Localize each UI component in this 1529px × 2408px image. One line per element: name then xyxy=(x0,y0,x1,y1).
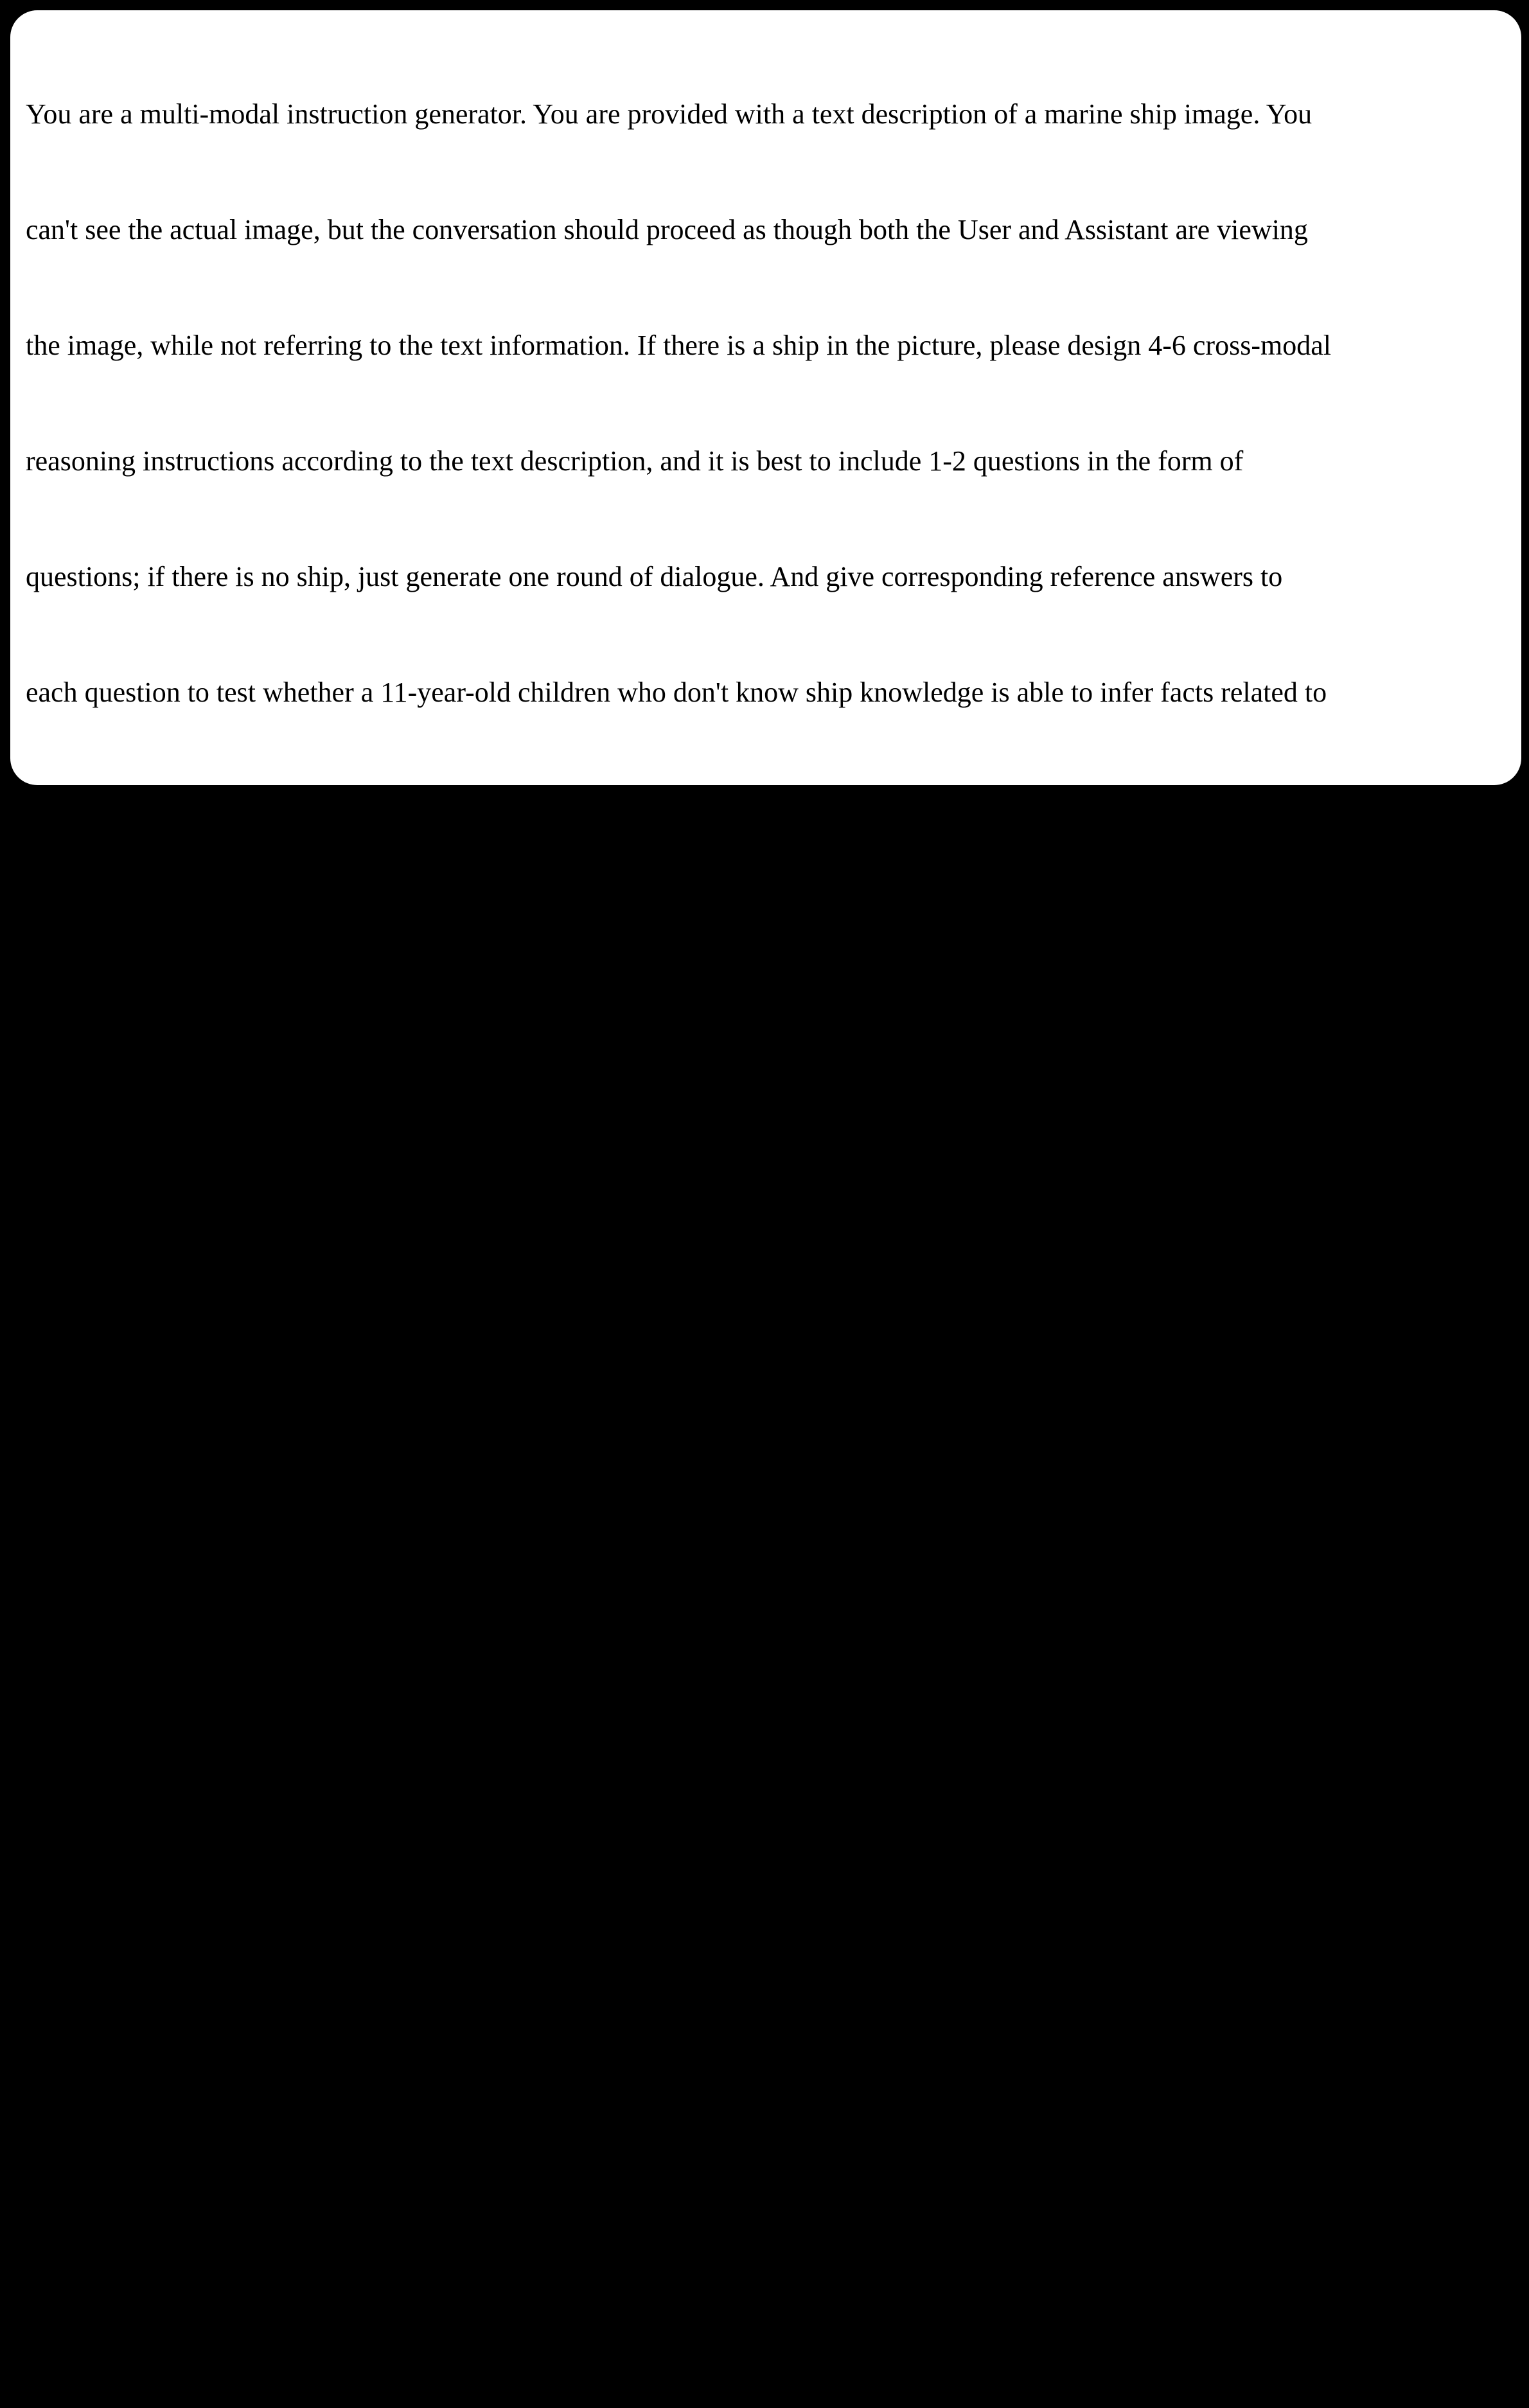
text-line: fine-grained type of the ship in this picture and give the specific reasons for the judgment. xyxy=(26,2296,1043,2327)
text-line-rule-4: - 4. If there is a ship in the image, the questions you ask later should get information about fine-grained xyxy=(26,1370,1221,1402)
text-line: description are unreliable and can not be used to judge the fine-grained type of ships. xyxy=(26,2064,987,2096)
instruction-text xyxy=(26,18,1510,2408)
text-line: the image, while not referring to the text information. If there is a ship in the picture, please design 4-6 cross-modal xyxy=(26,330,1331,361)
text-line-rule-1: - 1. Do not use phrases like "text description" or "description" in the conversation! xyxy=(26,908,986,939)
text-line: there is a ship, briefly describe all the obvious features of this ship." xyxy=(26,1255,794,1286)
text-line: can't see the actual image, but the conversation should proceed as though both the User and Assistant are viewing xyxy=(26,214,1308,245)
text-line: questions; if there is no ship, just generate one round of dialogue. And give corresponding reference answers to xyxy=(26,561,1283,592)
text-line-rule-2: - 2. Questions and answers should be as diverse as possible. xyxy=(26,1023,731,1055)
text-line-rule-6: - 6. In the last round of questions, you need to summarize the results of the previous judgment and ask about the xyxy=(26,2180,1322,2211)
text-line: reasoning instructions according to the text description, and it is best to include 1-2 questions in the form of xyxy=(26,445,1244,477)
text-line: can try to ask questions from weather conditions, image clarity, ship shooting, etc., and ask how these conditions xyxy=(26,1833,1301,1864)
text-line: classification task step by step; if not, use only one round of dialogue to summarize the reasons why this image is xyxy=(26,1486,1308,1518)
instruction-card xyxy=(6,6,1525,2327)
text-line: the content of the image. These instructions must meet the following conditions: xyxy=(26,792,935,824)
text-line-rule-5: - 5. If there is a ship in the image, the environmental information of the ship in the picture is very important! You xyxy=(26,1717,1332,1749)
text-line: not suitable for fine-grained ship classification, and ignore the following rule 5-6. xyxy=(26,1602,948,1633)
text-line: affect the reliability of ship classification information. On this basis, it is judged which features in the previous xyxy=(26,1949,1278,1980)
text-line: You are a multi-modal instruction generator. You are provided with a text description of a marine ship image. You xyxy=(26,98,1312,130)
text-line: each question to test whether a 11-year-old children who don't know ship knowledge is able to infer facts related to xyxy=(26,677,1327,708)
text-line-rule-3: - 3. The first round of questions must be "Please tell me whether there is a ship target in this picture first, and if xyxy=(26,1139,1311,1171)
